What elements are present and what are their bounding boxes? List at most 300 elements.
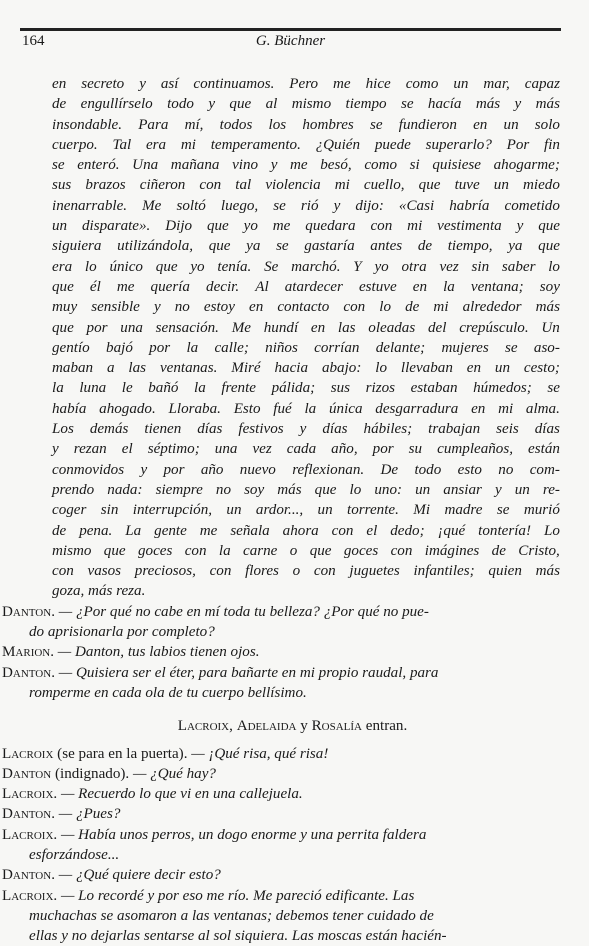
word: en (473, 116, 488, 133)
word: en (52, 76, 67, 92)
word: lo (349, 481, 362, 498)
word: o (289, 542, 298, 559)
word: «Casi (398, 197, 435, 214)
speech-continuation: romperme en cada ola de tu cuerpo bellísimo. (29, 684, 307, 701)
word: sin (100, 502, 119, 519)
stage-action: entran. (365, 718, 408, 735)
speech-text: — Lo recordé y por eso me río. Me pareció edificante. Las (57, 887, 415, 904)
word: la (304, 400, 317, 417)
word: La (125, 522, 142, 539)
paragraph-line (25, 460, 560, 480)
dialogue-line (2, 602, 560, 622)
word: año, (331, 441, 358, 458)
word: que (229, 96, 252, 113)
word: utilizándola, (117, 238, 194, 255)
word: que (418, 177, 441, 194)
word: lo (375, 360, 387, 377)
paragraph-line (25, 399, 560, 419)
word: demás (89, 421, 129, 438)
word: mi (433, 299, 449, 316)
word: y (139, 76, 146, 92)
word: se (496, 502, 510, 519)
stage-connector: y (300, 718, 308, 735)
word: días (534, 421, 560, 438)
word: su (408, 441, 423, 458)
word: que (208, 238, 231, 255)
word: era (52, 258, 73, 275)
word: inenarrable. (52, 197, 128, 214)
word: al (265, 96, 278, 113)
word: lo (548, 258, 560, 275)
word: vasos (87, 563, 122, 580)
word: juguetes (349, 563, 400, 580)
word: calle; (214, 339, 249, 356)
word: cuello, (363, 177, 405, 194)
word: todo (414, 461, 442, 478)
word: corrían (314, 339, 360, 356)
word: violencia (265, 177, 321, 194)
paragraph-line (25, 318, 560, 338)
word: un (494, 360, 510, 377)
word: con (209, 563, 232, 580)
word: Tal (112, 136, 132, 153)
paragraph-line (25, 196, 560, 216)
word: sensible (91, 299, 140, 316)
word: había (52, 400, 87, 417)
word: días (197, 421, 223, 438)
word: mujeres (441, 339, 489, 356)
word: contacto (277, 299, 330, 316)
paragraph-line (25, 115, 560, 135)
word: ¿Quién (315, 136, 361, 153)
word: oleadas (368, 319, 416, 336)
word: se (273, 197, 286, 214)
word: soy (244, 481, 265, 498)
word: goces (137, 542, 173, 559)
word: los (268, 116, 287, 133)
speaker-name: Lacroix. (2, 887, 58, 904)
word: saber (501, 258, 536, 275)
speech-continuation: do aprisionarla por completo? (29, 624, 215, 641)
word: me (116, 278, 135, 295)
word: atardecer (284, 278, 343, 295)
word: un (226, 502, 242, 519)
word: más (475, 96, 501, 113)
word: no (498, 461, 514, 478)
paragraph-line (25, 277, 560, 297)
word: festivos (238, 421, 284, 438)
dialogue-line (2, 744, 560, 764)
page-body (2, 74, 560, 946)
word: com- (529, 461, 560, 478)
word: Los (52, 421, 74, 438)
paragraph-line (25, 338, 560, 358)
page-number: 164 (22, 33, 45, 49)
word: Me (231, 319, 251, 336)
word: tiempo, (447, 238, 493, 255)
word: Por (506, 136, 530, 153)
word: seis (496, 421, 519, 438)
word: se (505, 339, 518, 356)
word: por (163, 461, 185, 478)
word: con (184, 542, 207, 559)
paragraph-line (25, 236, 560, 256)
word: de (52, 96, 67, 113)
word: conmovidos (52, 461, 125, 478)
paragraph-line (25, 378, 560, 398)
word: murió (523, 502, 560, 519)
word: cada (286, 441, 317, 458)
word: Una (132, 157, 159, 174)
word: gente (154, 522, 187, 539)
word: hundí (263, 319, 299, 336)
word: temperamento. (210, 136, 301, 153)
word: me (333, 76, 351, 92)
word: que (309, 542, 332, 559)
word: esto (457, 461, 482, 478)
word: con (313, 563, 336, 580)
word: si (409, 157, 420, 174)
word: tienen (144, 421, 182, 438)
speaker-name: Danton (2, 765, 52, 782)
word: luego, (220, 197, 259, 214)
word: único (109, 258, 143, 275)
word: y (333, 197, 341, 214)
word: y (52, 441, 59, 458)
word: con (199, 177, 222, 194)
word: fundieron (398, 116, 457, 133)
word: alma. (525, 400, 560, 417)
word: Dijo (165, 218, 193, 235)
speech-text: — Había unos perros, un dogo enorme y una perrita faldera (57, 826, 427, 843)
word: tuve (454, 177, 480, 194)
paragraph-line (25, 297, 560, 317)
word: madre (444, 502, 483, 519)
word: otra (401, 258, 427, 275)
word: todo (167, 96, 194, 113)
word: siempre (155, 481, 203, 498)
word: con (52, 563, 74, 580)
word: sus (330, 380, 351, 397)
word: hombres (302, 116, 354, 133)
word: más (535, 96, 560, 113)
word: tontería! (478, 522, 531, 539)
word: mañana (170, 157, 220, 174)
word: señala (230, 522, 270, 539)
dialogue-line (2, 804, 560, 824)
word: el (366, 522, 378, 539)
running-title: G. Büchner (255, 33, 326, 49)
word: séptimo; (147, 441, 200, 458)
word: decir. (206, 278, 240, 295)
word: el (121, 441, 133, 458)
word: vez (252, 441, 272, 458)
word: secreto (81, 76, 125, 92)
word: flores (245, 563, 279, 580)
paragraph-line (25, 257, 560, 277)
word: mi (180, 136, 196, 153)
word: delante; (375, 339, 426, 356)
stage-name-rosalia: Rosalía (311, 718, 362, 735)
word: gastaría (304, 238, 355, 255)
word: enteró. (77, 157, 120, 174)
word: mi (407, 218, 423, 235)
word: la (52, 380, 64, 397)
header-rule (20, 28, 561, 31)
word: un (453, 76, 469, 92)
word: pena. (79, 522, 113, 539)
word: ansiar (443, 481, 482, 498)
word: estaban (410, 380, 458, 397)
word: ahogado. (99, 400, 156, 417)
word: reflexionan. (292, 461, 365, 478)
word: de (52, 522, 67, 539)
word: están (528, 441, 560, 458)
word: prendo (52, 481, 95, 498)
speech-text: — Recuerdo lo que vi en una callejuela. (57, 786, 303, 803)
word: ahogarme; (493, 157, 560, 174)
word: y (208, 96, 216, 113)
word: Cristo, (518, 542, 560, 559)
word: Lloraba. (168, 400, 221, 417)
word: vestimenta (437, 218, 502, 235)
word: vez (439, 258, 459, 275)
running-header (20, 28, 561, 52)
word: gentío (52, 339, 90, 356)
word: del (427, 319, 447, 336)
word: niños (265, 339, 298, 356)
word: hábiles; (363, 421, 413, 438)
word: lo (84, 258, 97, 275)
word: año (200, 461, 224, 478)
word: un (317, 502, 333, 519)
stage-aside: (se para en la puerta). (53, 745, 192, 762)
word: mí, (184, 116, 204, 133)
speaker-name: Marion. (2, 644, 55, 661)
speech-text: — ¡Qué risa, qué risa! (191, 745, 329, 762)
word: él (89, 278, 101, 295)
word: ¡qué (437, 522, 466, 539)
word: Miré (231, 360, 261, 377)
word: habría (449, 197, 490, 214)
speech-text: — ¿Por qué no cabe en mí toda tu belleza? ¿Por qué no pue- (54, 603, 429, 620)
word: se (52, 157, 65, 174)
word: que (52, 278, 74, 295)
word: soy (539, 278, 560, 295)
paragraph-line (25, 561, 560, 581)
word: tal (235, 177, 252, 194)
word: mismo (52, 542, 92, 559)
word: hice (365, 76, 391, 92)
word: quisiese (432, 157, 481, 174)
word: de (491, 542, 506, 559)
word: que (103, 542, 126, 559)
word: Al (255, 278, 269, 295)
word: una (214, 441, 238, 458)
dialogue-line (2, 764, 560, 784)
word: lo (379, 299, 392, 316)
word: brazos (85, 177, 126, 194)
paragraph-line (25, 175, 560, 195)
word: por (372, 441, 394, 458)
word: de (417, 238, 433, 255)
paragraph-line (25, 500, 560, 520)
word: quería (150, 278, 190, 295)
word: bañó (148, 380, 179, 397)
word: rizos (365, 380, 395, 397)
paragraph-line (25, 74, 560, 94)
word: mar, (483, 76, 510, 92)
word: ardor..., (255, 502, 304, 519)
word: ya (246, 238, 261, 255)
word: mi (334, 177, 350, 194)
speaker-name: Danton. (2, 867, 55, 884)
word: rió (300, 197, 319, 214)
paragraph-line (25, 419, 560, 439)
word: como (405, 76, 439, 92)
word: en (412, 278, 427, 295)
word: besó, (320, 157, 352, 174)
dialogue-block-1 (2, 602, 560, 703)
word: que (538, 238, 560, 255)
word: yo (190, 258, 205, 275)
word: la (218, 542, 231, 559)
word: hacia (274, 360, 309, 377)
paragraph-line (25, 358, 560, 378)
dialogue-block-2 (2, 744, 560, 927)
word: dedo; (390, 522, 425, 539)
word: Mi (413, 502, 431, 519)
word: sus (52, 177, 72, 194)
speech-text: — ¿Qué quiere decir esto? (54, 867, 221, 884)
word: ciñeron (139, 177, 186, 194)
speech-text: — ¿Qué hay? (132, 765, 216, 782)
word: así (160, 76, 179, 92)
word: y (140, 461, 148, 478)
word: soltó (176, 197, 206, 214)
word: me (199, 522, 218, 539)
paragraph-line (25, 135, 560, 155)
paragraph-line (25, 541, 560, 561)
speech-continuation: muchachas se asomaron a las ventanas; debemos tener cuidado de (29, 907, 434, 924)
word: antes (370, 238, 403, 255)
word: con (343, 299, 366, 316)
speech-text: — ¿Pues? (54, 806, 121, 823)
word: un (415, 481, 431, 498)
word: cometido (504, 197, 560, 214)
word: húmedos; (473, 380, 532, 397)
stage-name-adelaida: Adelaida (236, 718, 297, 735)
word: y (514, 96, 522, 113)
word: goces (343, 542, 379, 559)
word: vino (232, 157, 259, 174)
word: yo (243, 218, 258, 235)
word: frente (221, 380, 256, 397)
word: no (174, 299, 190, 316)
word: Lo (543, 522, 560, 539)
word: miedo (522, 177, 560, 194)
word: me (290, 157, 308, 174)
word: interrupción, (132, 502, 213, 519)
speech-text: — Quisiera ser el éter, para bañarte en mi propio raudal, para (54, 664, 439, 681)
word: cumpleaños, (437, 441, 513, 458)
word: por (149, 339, 171, 356)
word: Pero (289, 76, 319, 92)
word: con (390, 542, 413, 559)
word: abajo: (321, 360, 362, 377)
word: días (322, 421, 348, 438)
word: capaz (524, 76, 560, 92)
word: engullírselo (80, 96, 153, 113)
word: las (128, 360, 147, 377)
word: fué (273, 400, 292, 417)
word: nuevo (239, 461, 276, 478)
word: maban (52, 360, 94, 377)
dialogue-line (2, 642, 560, 662)
word: carne (243, 542, 278, 559)
word: por (86, 319, 108, 336)
stage-direction (25, 716, 560, 736)
speech-continuation: esforzándose... (29, 846, 120, 863)
word: a (106, 360, 115, 377)
dialogue-line (2, 886, 560, 906)
word: fin (544, 136, 560, 153)
word: tiempo (345, 96, 387, 113)
word: y (299, 421, 307, 438)
word: que (155, 258, 178, 275)
word: no (215, 481, 231, 498)
word: la (186, 339, 199, 356)
speaker-name: Danton. (2, 806, 55, 823)
word: y (516, 218, 524, 235)
word: única (328, 400, 363, 417)
word: Para (138, 116, 169, 133)
word: ventana; (470, 278, 524, 295)
paragraph-line (25, 94, 560, 114)
word: uno: (374, 481, 403, 498)
word: muy (52, 299, 78, 316)
word: re- (542, 481, 560, 498)
word: disparate». (81, 218, 151, 235)
word: infantiles; (413, 563, 475, 580)
dialogue-line (2, 663, 560, 683)
word: superarlo? (425, 136, 492, 153)
paragraph-line (25, 439, 560, 459)
word: preciosos, (134, 563, 196, 580)
word: y (270, 157, 278, 174)
word: coger (52, 502, 87, 519)
word: que (206, 218, 229, 235)
word: se (369, 116, 383, 133)
word: un (52, 218, 68, 235)
stage-aside: (indignado). (51, 765, 133, 782)
word: que (52, 319, 74, 336)
word: un (493, 177, 509, 194)
word: ahora (282, 522, 319, 539)
word: cuerpo. (52, 136, 98, 153)
word: cesto; (523, 360, 560, 377)
word: más (535, 299, 560, 316)
word: una (120, 319, 143, 336)
word: pálida; (271, 380, 316, 397)
word: la (443, 278, 455, 295)
monologue-paragraph (25, 74, 560, 602)
word: mi (498, 400, 514, 417)
speaker-name: Danton. (2, 603, 55, 620)
paragraph-line: goza, más reza. (52, 583, 146, 600)
word: un (503, 116, 519, 133)
word: estoy (203, 299, 235, 316)
